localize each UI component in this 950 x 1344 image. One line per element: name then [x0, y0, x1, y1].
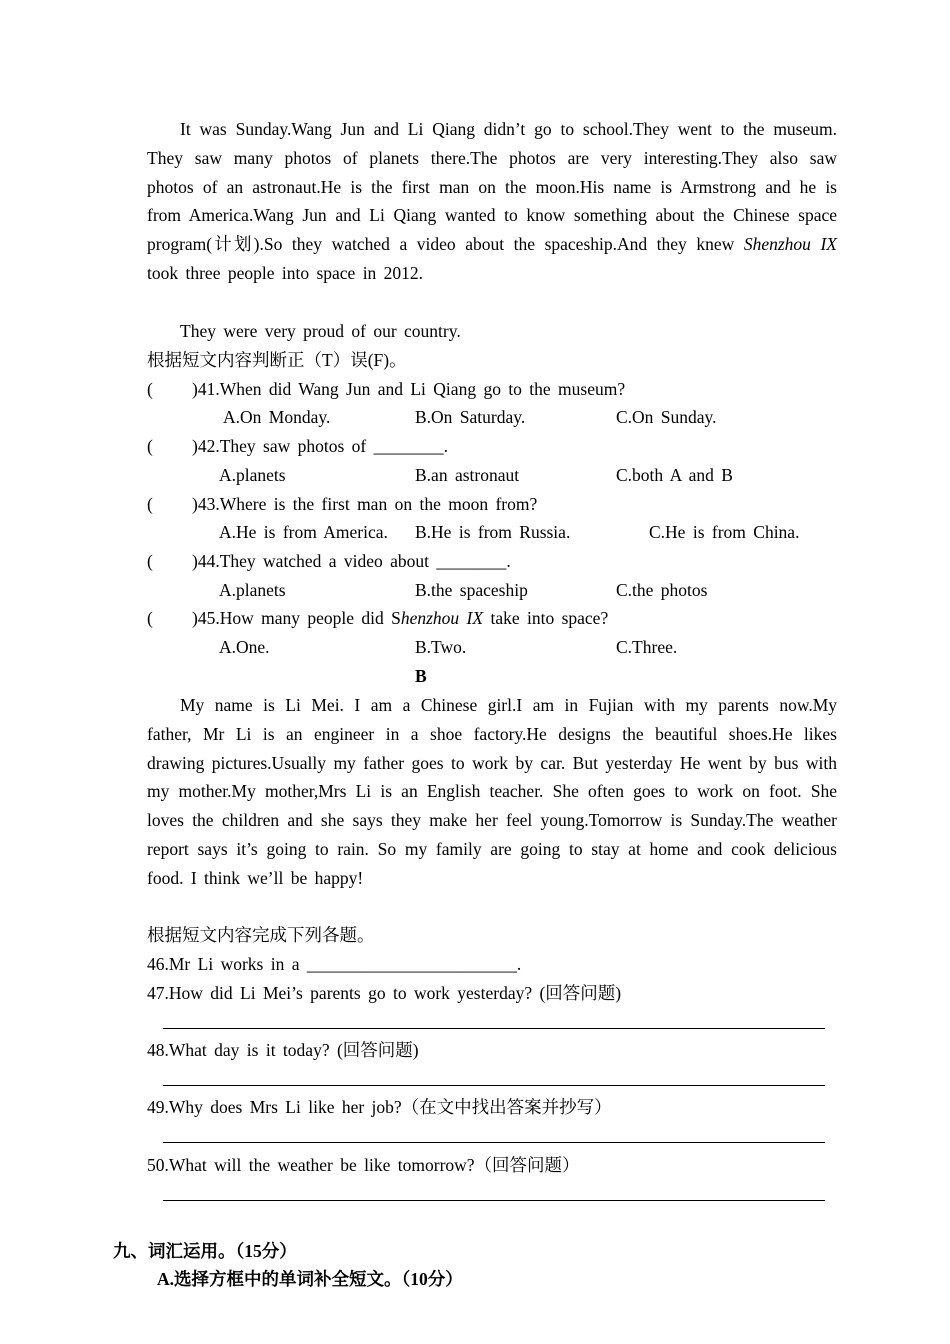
question-45 — [192, 604, 608, 632]
q43-option-b: B.He is from Russia. — [415, 522, 571, 542]
q44-option-b: B.the spaceship — [415, 580, 528, 600]
q42-option-a: A.planets — [219, 465, 286, 485]
question-45-italic: henzhou IX — [400, 608, 484, 628]
question-41: )41.When did Wang Jun and Li Qiang go to the museum? — [192, 379, 626, 399]
passage-a-paragraph-2: They were very proud of our country. — [180, 321, 461, 341]
question-49: 49.Why does Mrs Li like her job?（在文中找出答案并抄写） — [147, 1097, 612, 1117]
q41-option-c: C.On Sunday. — [616, 407, 717, 427]
question-47: 47.How did Li Mei’s parents go to work yesterday? (回答问题) — [147, 983, 622, 1003]
q42-option-b: B.an astronaut — [415, 465, 520, 485]
answer-line-47[interactable] — [163, 1028, 825, 1029]
passage-a-instruction: 根据短文内容判断正（T）误(F)。 — [147, 350, 407, 370]
passage-b-heading: B — [415, 666, 427, 686]
question-50: 50.What will the weather be like tomorrow?（回答问题） — [147, 1155, 580, 1175]
section-9-title: 九、词汇运用。（15分） — [113, 1241, 297, 1261]
q45-option-a: A.One. — [219, 637, 270, 657]
question-44: )44.They watched a video about ________. — [192, 551, 511, 571]
passage-b-instruction: 根据短文内容完成下列各题。 — [147, 925, 375, 945]
question-43: )43.Where is the first man on the moon from? — [192, 494, 538, 514]
q41-option-b: B.On Saturday. — [415, 407, 526, 427]
q41-option-a: A.On Monday. — [223, 407, 331, 427]
q44-option-a: A.planets — [219, 580, 286, 600]
question-45-text-1: )45.How many people did S — [192, 608, 401, 628]
passage-b-paragraph: My name is Li Mei. I am a Chinese girl.I am in Fujian with my parents now.My father, Mr Li is an engineer in a shoe factory.He designs the beautiful shoes.He likes drawing pictures.Usually my father goes to work by car. But yesterday He went by bus with my mother.My mother,Mrs Li is an English teacher. She often goes to work on foot. She loves the children and she says they make her feel young.Tomorrow is Sunday.The weather report says it’s going to rain. So my family are going to stay at home and cook delicious food. I think we’ll be happy! — [147, 695, 837, 888]
q45-option-b: B.Two. — [415, 637, 467, 657]
answer-line-48[interactable] — [163, 1085, 825, 1086]
question-46: 46.Mr Li works in a ________________________. — [147, 954, 522, 974]
answer-line-49[interactable] — [163, 1142, 825, 1143]
answer-paren-43[interactable]: ( — [147, 494, 153, 514]
q43-option-a: A.He is from America. — [219, 522, 388, 542]
answer-paren-44[interactable]: ( — [147, 551, 153, 571]
question-48: 48.What day is it today? (回答问题) — [147, 1040, 419, 1060]
passage-a-text-2: took three people into space in 2012. — [147, 262, 424, 283]
passage-a-paragraph-1 — [147, 115, 837, 288]
q45-option-c: C.Three. — [616, 637, 678, 657]
q43-option-c: C.He is from China. — [649, 522, 800, 542]
q44-option-c: C.the photos — [616, 580, 708, 600]
answer-paren-41[interactable]: ( — [147, 379, 153, 399]
question-45-text-2: take into space? — [483, 608, 609, 628]
section-9-subtitle-a: A.选择方框中的单词补全短文。（10分） — [157, 1269, 463, 1289]
answer-line-50[interactable] — [163, 1200, 825, 1201]
answer-paren-42[interactable]: ( — [147, 436, 153, 456]
passage-a-text-1: It was Sunday.Wang Jun and Li Qiang didn’t go to school.They went to the museum. They saw many photos of planets there.The photos are very interesting.They also saw photos of an astronaut.He is the first man on the moon.His name is Armstrong and he is from America.Wang Jun and Li Qiang wanted to know something about the Chinese space program(计划).So they watched a video about the spaceship.And they knew — [147, 119, 837, 255]
question-42: )42.They saw photos of ________. — [192, 436, 449, 456]
answer-paren-45[interactable]: ( — [147, 608, 153, 628]
q42-option-c: C.both A and B — [616, 465, 733, 485]
passage-a-italic: Shenzhou IX — [743, 234, 837, 255]
